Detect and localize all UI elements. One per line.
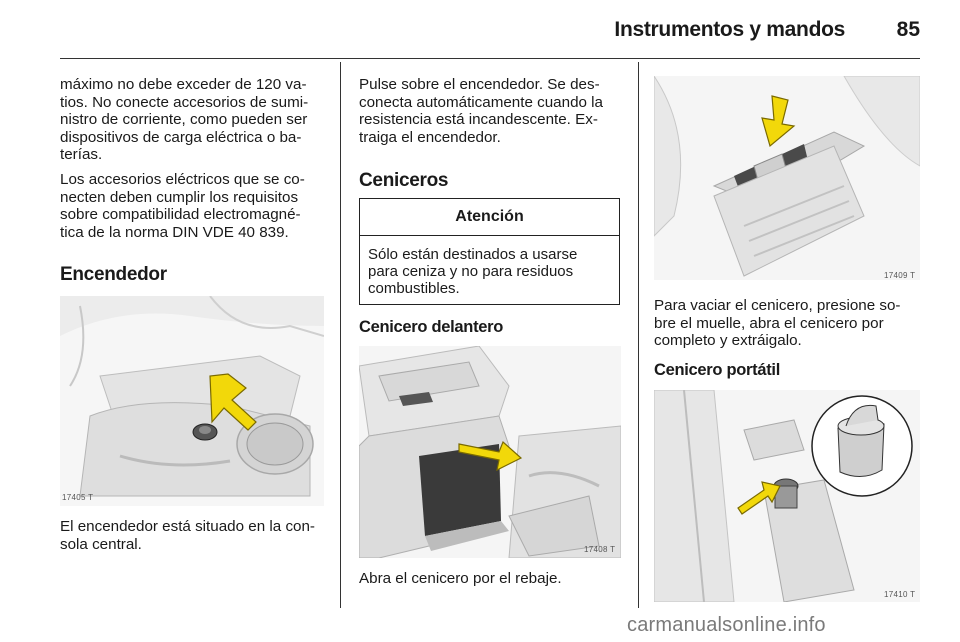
text-line: El encendedor está situado en la con-	[60, 518, 315, 535]
page-header-title: Instrumentos y mandos	[614, 18, 845, 41]
text-line: sobre compatibilidad electromagné-	[60, 206, 301, 224]
portable-ashtray-drawing	[654, 390, 920, 602]
warning-box	[359, 198, 620, 305]
site-watermark: carmanualsonline.info	[627, 614, 826, 636]
ashtray-removal-drawing	[654, 76, 920, 280]
text-line: completo y extráigalo.	[654, 332, 802, 350]
figure-code: 17405 T	[62, 493, 94, 502]
intro-paragraph	[60, 76, 336, 164]
figure-code: 17409 T	[884, 271, 916, 280]
text-line: terías.	[60, 146, 103, 164]
section-heading-encendedor: Encendedor	[60, 264, 167, 285]
lighter-caption	[60, 518, 336, 553]
text-line: sola central.	[60, 535, 142, 553]
text-line: dispositivos de carga eléctrica o ba-	[60, 128, 302, 146]
cigarette-lighter-illustration	[60, 296, 324, 506]
lighter-usage-paragraph	[359, 76, 634, 146]
text-line: nistro de corriente, como pueden ser	[60, 111, 308, 129]
text-line: conecta automáticamente cuando la	[359, 93, 604, 111]
portable-ashtray-illustration	[654, 390, 920, 602]
text-line: máximo no debe exceder de 120 va-	[60, 76, 307, 93]
text-line: Para vaciar el cenicero, presione so-	[654, 297, 901, 314]
lighter-drawing	[60, 296, 324, 506]
ashtray-removal-illustration	[654, 76, 920, 280]
front-ashtray-caption: Abra el cenicero por el rebaje.	[359, 570, 562, 587]
text-line: Pulse sobre el encendedor. Se des-	[359, 76, 600, 93]
text-line: necten deben cumplir los requisitos	[60, 188, 299, 206]
text-line: resistencia está incandescente. Ex-	[359, 111, 598, 129]
text-line: traiga el encendedor.	[359, 128, 501, 146]
warning-title: Atención	[360, 199, 619, 236]
text-line: para ceniza y no para residuos	[368, 263, 574, 280]
column-divider-1	[340, 62, 341, 608]
text-line: Sólo están destinados a usarse	[368, 246, 578, 263]
figure-code: 17408 T	[584, 545, 616, 554]
header-divider	[60, 58, 920, 59]
front-ashtray-illustration	[359, 346, 621, 558]
subheading-cenicero-portatil: Cenicero portátil	[654, 361, 781, 379]
text-line: bre el muelle, abra el cenicero por	[654, 314, 884, 332]
text-line: Los accesorios eléctricos que se co-	[60, 171, 305, 188]
ashtray-emptying-paragraph	[654, 297, 924, 350]
warning-body	[360, 236, 619, 297]
section-heading-ceniceros: Ceniceros	[359, 170, 449, 191]
text-line: tios. No conecte accesorios de sumi-	[60, 93, 309, 111]
figure-code: 17410 T	[884, 590, 916, 599]
front-ashtray-drawing	[359, 346, 621, 558]
subheading-cenicero-delantero: Cenicero delantero	[359, 318, 504, 336]
column-divider-2	[638, 62, 639, 608]
electrical-accessories-paragraph	[60, 171, 336, 241]
text-line: combustibles.	[368, 280, 460, 297]
page-number: 85	[896, 18, 920, 41]
text-line: tica de la norma DIN VDE 40 839.	[60, 223, 289, 241]
